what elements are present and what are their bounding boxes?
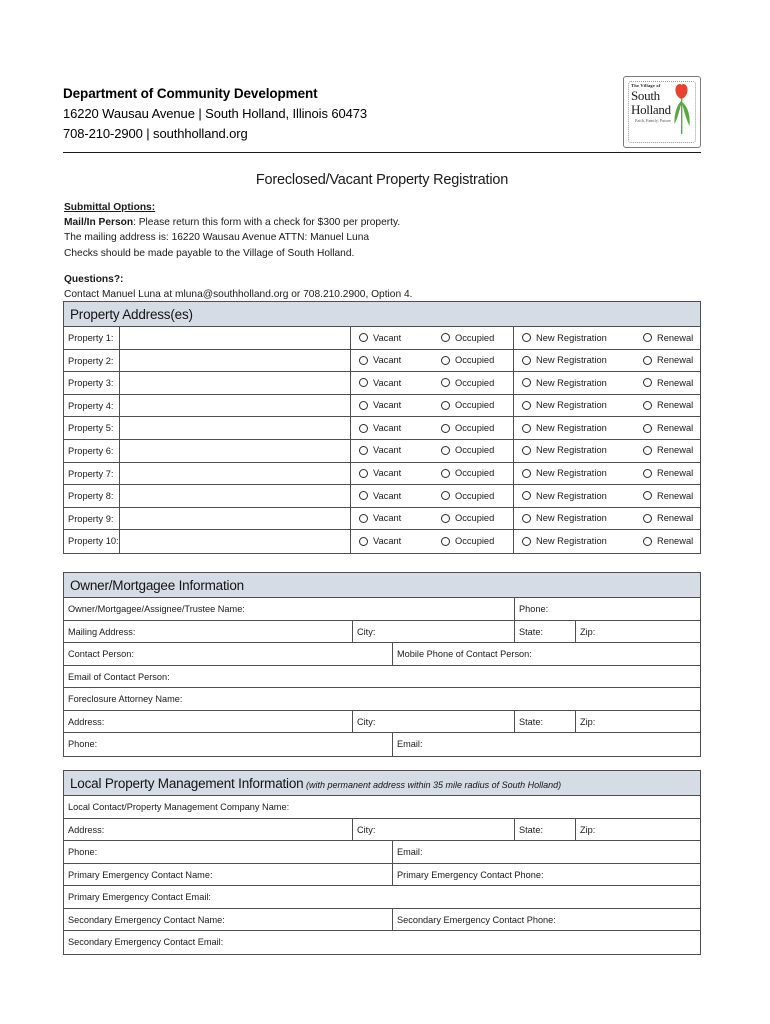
- property-row-label: Property 1:: [64, 327, 120, 349]
- radio-option-occupied[interactable]: [433, 372, 514, 394]
- radio-option-vacant[interactable]: [351, 327, 433, 349]
- radio-option-label: Occupied: [455, 332, 495, 343]
- radio-option-occupied[interactable]: [433, 327, 514, 349]
- radio-option-label: Renewal: [657, 536, 694, 547]
- radio-option-label: Renewal: [657, 445, 694, 456]
- logo-holland-text: Holland: [631, 101, 671, 117]
- owner-mailing-address-label[interactable]: Mailing Address:: [64, 621, 353, 643]
- radio-option-renewal[interactable]: [635, 350, 700, 372]
- radio-circle-icon[interactable]: [522, 356, 531, 365]
- property-address-input[interactable]: [120, 463, 351, 485]
- primary-emergency-phone-label[interactable]: Primary Emergency Contact Phone:: [397, 869, 544, 880]
- radio-option-renewal[interactable]: [635, 395, 700, 417]
- owner-email-row: [64, 666, 700, 689]
- attorney-phone-label[interactable]: Phone:: [64, 733, 393, 756]
- radio-circle-icon[interactable]: [441, 537, 450, 546]
- property-row-label: Property 10:: [64, 530, 120, 553]
- radio-circle-icon[interactable]: [359, 424, 368, 433]
- radio-option-label: New Registration: [536, 355, 607, 366]
- radio-circle-icon[interactable]: [643, 356, 652, 365]
- attorney-phone-email-row: [64, 733, 700, 756]
- radio-option-new-registration[interactable]: [514, 463, 635, 485]
- radio-option-occupied[interactable]: [433, 417, 514, 439]
- radio-circle-icon[interactable]: [441, 491, 450, 500]
- radio-option-label: New Registration: [536, 332, 607, 343]
- radio-circle-icon[interactable]: [522, 333, 531, 342]
- department-title: Department of Community Development: [63, 86, 318, 101]
- radio-option-renewal[interactable]: [635, 485, 700, 507]
- radio-option-occupied[interactable]: [433, 508, 514, 530]
- radio-option-vacant[interactable]: [351, 508, 433, 530]
- radio-circle-icon[interactable]: [359, 514, 368, 523]
- radio-circle-icon[interactable]: [522, 424, 531, 433]
- local-address-row: [64, 819, 700, 842]
- property-row: [64, 417, 700, 440]
- radio-circle-icon[interactable]: [643, 333, 652, 342]
- radio-circle-icon[interactable]: [441, 378, 450, 387]
- mobile-phone-label[interactable]: Mobile Phone of Contact Person:: [397, 649, 532, 659]
- radio-circle-icon[interactable]: [441, 424, 450, 433]
- radio-option-new-registration[interactable]: [514, 350, 635, 372]
- radio-circle-icon[interactable]: [522, 446, 531, 455]
- radio-option-renewal[interactable]: [635, 463, 700, 485]
- property-address-input[interactable]: [120, 327, 351, 349]
- radio-circle-icon[interactable]: [643, 537, 652, 546]
- owner-section-heading: Owner/Mortgagee Information: [64, 573, 700, 598]
- secondary-emergency-phone-label[interactable]: Secondary Emergency Contact Phone:: [397, 914, 556, 925]
- radio-option-vacant[interactable]: [351, 395, 433, 417]
- local-section-heading-sub: (with permanent address within 35 mile radius of South Holland): [303, 780, 562, 790]
- radio-circle-icon[interactable]: [359, 446, 368, 455]
- property-row: [64, 372, 700, 395]
- property-address-input[interactable]: [120, 350, 351, 372]
- local-state-label[interactable]: State:: [515, 819, 576, 841]
- radio-option-label: Vacant: [373, 468, 402, 479]
- property-address-input[interactable]: [120, 530, 351, 553]
- radio-option-label: Renewal: [657, 513, 694, 524]
- property-row: [64, 327, 700, 350]
- radio-circle-icon[interactable]: [522, 401, 531, 410]
- radio-option-vacant[interactable]: [351, 463, 433, 485]
- radio-option-label: New Registration: [536, 377, 607, 388]
- logo-the-village-text: The Village of: [631, 83, 661, 88]
- secondary-emergency-email-row: [64, 931, 700, 954]
- owner-phone-label[interactable]: Phone:: [519, 604, 549, 614]
- radio-circle-icon[interactable]: [359, 469, 368, 478]
- radio-option-vacant[interactable]: [351, 440, 433, 462]
- local-phone-label[interactable]: Phone:: [64, 841, 393, 863]
- radio-option-label: Occupied: [455, 355, 495, 366]
- property-row-label: Property 2:: [64, 350, 120, 372]
- primary-emergency-name-label[interactable]: Primary Emergency Contact Name:: [64, 864, 393, 886]
- radio-option-vacant[interactable]: [351, 372, 433, 394]
- property-rows-container: [64, 327, 700, 553]
- secondary-emergency-row: [64, 909, 700, 932]
- property-address-input[interactable]: [120, 372, 351, 394]
- radio-option-label: New Registration: [536, 400, 607, 411]
- radio-option-new-registration[interactable]: [514, 508, 635, 530]
- local-company-row: [64, 796, 700, 819]
- local-city-label[interactable]: City:: [353, 819, 515, 841]
- property-row: [64, 440, 700, 463]
- owner-contact-person-row: [64, 643, 700, 666]
- property-row: [64, 485, 700, 508]
- radio-option-new-registration[interactable]: [514, 372, 635, 394]
- local-zip-label[interactable]: Zip:: [580, 824, 596, 835]
- property-address-input[interactable]: [120, 395, 351, 417]
- radio-option-new-registration[interactable]: [514, 485, 635, 507]
- radio-option-renewal[interactable]: [635, 327, 700, 349]
- local-company-name-label[interactable]: Local Contact/Property Management Company Name:: [68, 802, 290, 812]
- radio-option-label: Occupied: [455, 422, 495, 433]
- property-address-section: [63, 301, 701, 554]
- radio-circle-icon[interactable]: [359, 401, 368, 410]
- property-address-input[interactable]: [120, 417, 351, 439]
- radio-option-label: Renewal: [657, 400, 694, 411]
- radio-circle-icon[interactable]: [643, 378, 652, 387]
- radio-option-occupied[interactable]: [433, 530, 514, 553]
- radio-option-label: New Registration: [536, 490, 607, 501]
- radio-circle-icon[interactable]: [522, 469, 531, 478]
- radio-circle-icon[interactable]: [643, 401, 652, 410]
- radio-circle-icon[interactable]: [643, 446, 652, 455]
- radio-option-label: Vacant: [373, 445, 402, 456]
- radio-circle-icon[interactable]: [441, 401, 450, 410]
- radio-option-vacant[interactable]: [351, 485, 433, 507]
- radio-circle-icon[interactable]: [441, 356, 450, 365]
- radio-option-label: Renewal: [657, 377, 694, 388]
- radio-option-label: Vacant: [373, 536, 402, 547]
- primary-emergency-row: [64, 864, 700, 887]
- radio-circle-icon[interactable]: [441, 446, 450, 455]
- radio-option-label: New Registration: [536, 445, 607, 456]
- attorney-address-row: [64, 711, 700, 734]
- mail-in-person-text: : Please return this form with a check for $300 per property.: [133, 217, 401, 229]
- radio-option-label: Renewal: [657, 422, 694, 433]
- radio-circle-icon[interactable]: [643, 469, 652, 478]
- owner-name-label[interactable]: Owner/Mortgagee/Assignee/Trustee Name:: [64, 598, 515, 620]
- radio-option-label: Occupied: [455, 445, 495, 456]
- radio-option-occupied[interactable]: [433, 463, 514, 485]
- radio-option-renewal[interactable]: [635, 508, 700, 530]
- radio-circle-icon[interactable]: [522, 491, 531, 500]
- radio-option-renewal[interactable]: [635, 530, 700, 553]
- questions-heading: Questions?:: [64, 273, 124, 285]
- radio-option-occupied[interactable]: [433, 485, 514, 507]
- secondary-emergency-name-label[interactable]: Secondary Emergency Contact Name:: [64, 909, 393, 931]
- radio-option-vacant[interactable]: [351, 417, 433, 439]
- radio-circle-icon[interactable]: [643, 424, 652, 433]
- radio-option-label: Vacant: [373, 422, 402, 433]
- south-holland-logo: [623, 76, 701, 148]
- submittal-heading: Submittal Options:: [64, 202, 156, 213]
- owner-mailing-row: [64, 621, 700, 644]
- radio-option-renewal[interactable]: [635, 372, 700, 394]
- email-of-contact-label[interactable]: Email of Contact Person:: [68, 671, 170, 682]
- owner-name-row: [64, 598, 700, 621]
- property-row: [64, 350, 700, 373]
- property-row-label: Property 6:: [64, 440, 120, 462]
- intro-spacer: [64, 261, 684, 272]
- radio-circle-icon[interactable]: [522, 537, 531, 546]
- foreclosure-attorney-label[interactable]: Foreclosure Attorney Name:: [68, 694, 183, 704]
- radio-circle-icon[interactable]: [643, 514, 652, 523]
- radio-option-label: Renewal: [657, 332, 694, 343]
- attorney-email-label[interactable]: Email:: [397, 739, 423, 749]
- page-title: Foreclosed/Vacant Property Registration: [255, 172, 509, 188]
- radio-option-label: Occupied: [455, 400, 495, 411]
- radio-option-label: Occupied: [455, 490, 495, 501]
- radio-option-occupied[interactable]: [433, 350, 514, 372]
- radio-circle-icon[interactable]: [359, 333, 368, 342]
- radio-option-vacant[interactable]: [351, 350, 433, 372]
- property-row-label: Property 3:: [64, 372, 120, 394]
- radio-option-label: Occupied: [455, 536, 495, 547]
- radio-option-new-registration[interactable]: [514, 530, 635, 553]
- local-section-heading-main: Local Property Management Information: [70, 776, 304, 791]
- logo-wordmark: [631, 83, 675, 124]
- attorney-address-label[interactable]: Address:: [64, 711, 353, 733]
- attorney-state-label[interactable]: State:: [515, 711, 576, 733]
- property-row-label: Property 4:: [64, 395, 120, 417]
- radio-option-label: New Registration: [536, 536, 607, 547]
- radio-option-occupied[interactable]: [433, 440, 514, 462]
- owner-mortgagee-section: [63, 572, 701, 757]
- property-row: [64, 395, 700, 418]
- radio-option-label: Vacant: [373, 377, 402, 388]
- secondary-emergency-email-label[interactable]: Secondary Emergency Contact Email:: [68, 937, 224, 947]
- document-header: [63, 84, 603, 144]
- radio-circle-icon[interactable]: [359, 537, 368, 546]
- radio-option-label: Occupied: [455, 468, 495, 479]
- radio-circle-icon[interactable]: [441, 514, 450, 523]
- radio-option-label: New Registration: [536, 468, 607, 479]
- local-address-label[interactable]: Address:: [64, 819, 353, 841]
- contact-person-label[interactable]: Contact Person:: [64, 643, 393, 665]
- radio-option-label: Renewal: [657, 468, 694, 479]
- property-row-label: Property 7:: [64, 463, 120, 485]
- submittal-instructions: [64, 200, 684, 302]
- radio-option-new-registration[interactable]: [514, 395, 635, 417]
- radio-option-new-registration[interactable]: [514, 440, 635, 462]
- radio-option-new-registration[interactable]: [514, 417, 635, 439]
- radio-circle-icon[interactable]: [522, 378, 531, 387]
- primary-emergency-email-label[interactable]: Primary Emergency Contact Email:: [68, 892, 211, 902]
- radio-option-new-registration[interactable]: [514, 327, 635, 349]
- property-row: [64, 463, 700, 486]
- radio-option-label: Renewal: [657, 490, 694, 501]
- radio-option-renewal[interactable]: [635, 440, 700, 462]
- radio-option-label: Vacant: [373, 513, 402, 524]
- mail-in-person-label: Mail/In Person: [64, 217, 134, 229]
- primary-emergency-email-row: [64, 886, 700, 909]
- radio-option-label: Renewal: [657, 355, 694, 366]
- radio-option-label: Vacant: [373, 355, 402, 366]
- radio-option-label: Occupied: [455, 513, 495, 524]
- checks-payable-text: Checks should be made payable to the Village of South Holland.: [64, 247, 355, 259]
- local-email-label[interactable]: Email:: [397, 847, 423, 857]
- local-property-management-section: [63, 770, 701, 955]
- radio-option-label: Occupied: [455, 377, 495, 388]
- radio-circle-icon[interactable]: [643, 491, 652, 500]
- logo-south-text: South: [631, 88, 660, 103]
- radio-option-label: Vacant: [373, 332, 402, 343]
- radio-circle-icon[interactable]: [359, 356, 368, 365]
- radio-circle-icon[interactable]: [359, 491, 368, 500]
- department-contact: 708-210-2900 | southholland.org: [63, 126, 248, 141]
- property-row-label: Property 5:: [64, 417, 120, 439]
- owner-state-label[interactable]: State:: [515, 621, 576, 643]
- property-row-label: Property 8:: [64, 485, 120, 507]
- property-section-heading: Property Address(es): [64, 302, 700, 327]
- radio-circle-icon[interactable]: [522, 514, 531, 523]
- radio-circle-icon[interactable]: [359, 378, 368, 387]
- radio-circle-icon[interactable]: [441, 469, 450, 478]
- radio-circle-icon[interactable]: [441, 333, 450, 342]
- header-divider: [63, 152, 701, 153]
- local-phone-email-row: [64, 841, 700, 864]
- local-section-heading: [64, 771, 700, 796]
- radio-option-occupied[interactable]: [433, 395, 514, 417]
- property-row-label: Property 9:: [64, 508, 120, 530]
- property-row: [64, 508, 700, 531]
- mailing-address-text: The mailing address is: 16220 Wausau Avenue ATTN: Manuel Luna: [64, 232, 370, 244]
- owner-attorney-row: [64, 688, 700, 711]
- property-address-input[interactable]: [120, 485, 351, 507]
- logo-tagline-text: Faith, Family, Future: [635, 118, 671, 123]
- radio-option-label: Vacant: [373, 400, 402, 411]
- radio-option-label: Vacant: [373, 490, 402, 501]
- property-address-input[interactable]: [120, 440, 351, 462]
- attorney-city-label[interactable]: City:: [353, 711, 515, 733]
- property-row: [64, 530, 700, 553]
- department-address: 16220 Wausau Avenue | South Holland, Illinois 60473: [63, 106, 367, 121]
- owner-city-label[interactable]: City:: [353, 621, 515, 643]
- owner-zip-label[interactable]: Zip:: [580, 626, 596, 637]
- questions-contact-text: Contact Manuel Luna at mluna@southholland.org or 708.210.2900, Option 4.: [64, 289, 413, 301]
- radio-option-label: New Registration: [536, 422, 607, 433]
- property-address-input[interactable]: [120, 508, 351, 530]
- radio-option-vacant[interactable]: [351, 530, 433, 553]
- attorney-zip-label[interactable]: Zip:: [580, 716, 596, 727]
- radio-option-label: New Registration: [536, 513, 607, 524]
- radio-option-renewal[interactable]: [635, 417, 700, 439]
